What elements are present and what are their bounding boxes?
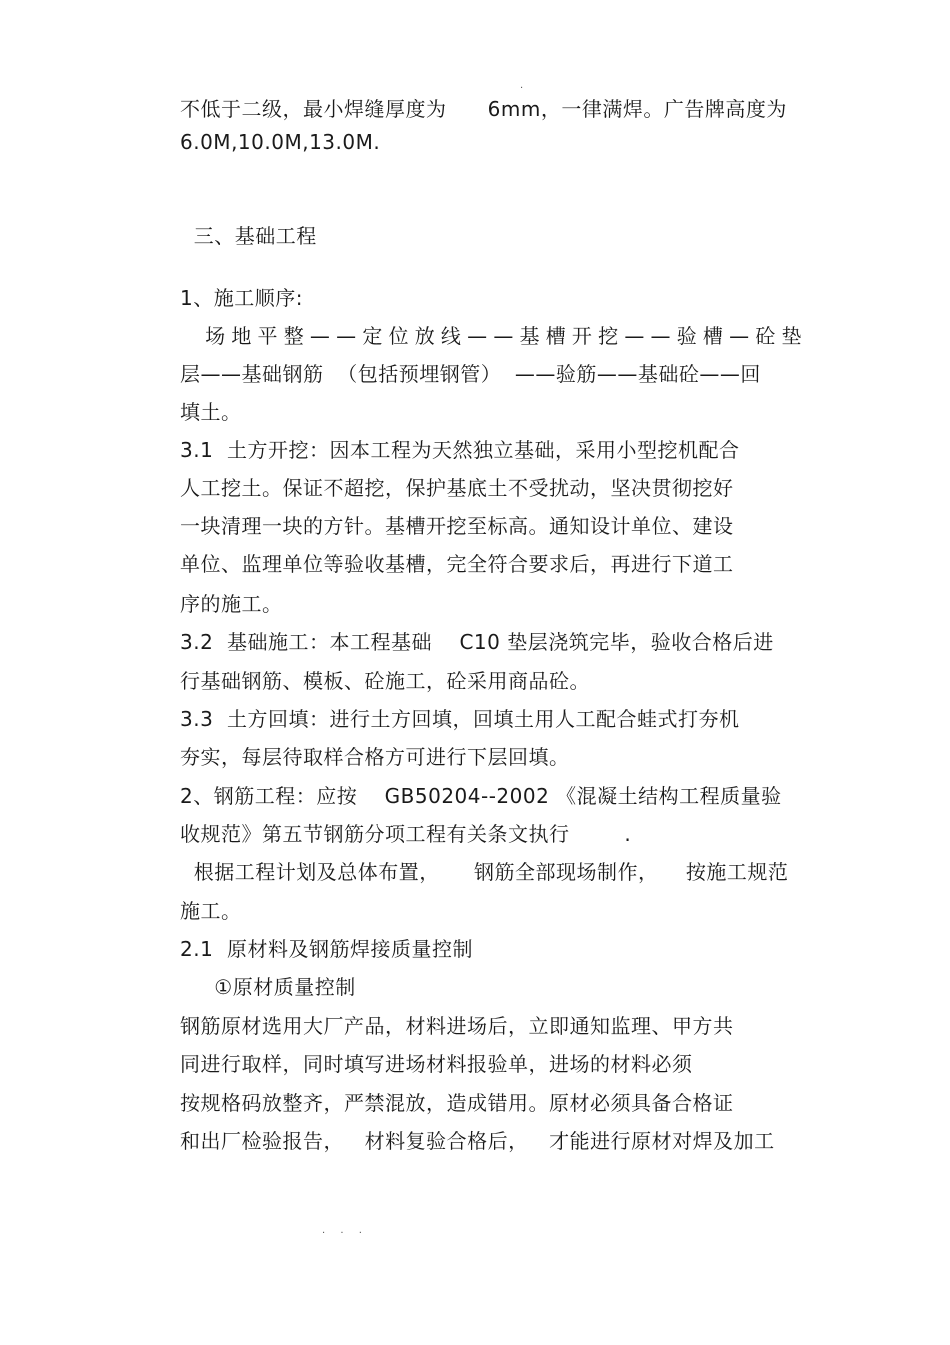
footer-dots: . . . xyxy=(322,1225,368,1236)
text-line: 场地平整——定位放线——基槽开挖——验槽—砼垫 xyxy=(180,324,808,348)
text-line: 钢筋原材选用大厂产品，材料进场后，立即通知监理、甲方共 xyxy=(180,1014,734,1038)
text-line: 填土。 xyxy=(180,400,242,424)
text-line: 按规格码放整齐，严禁混放，造成错用。原材必须具备合格证 xyxy=(180,1091,734,1115)
text-line: 3.3 土方回填：进行土方回填，回填土用人工配合蛙式打夯机 xyxy=(180,707,740,731)
text-line: 行基础钢筋、模板、砼施工，砼采用商品砼。 xyxy=(180,669,590,693)
text-line: 一块清理一块的方针。基槽开挖至标高。通知设计单位、建设 xyxy=(180,514,734,538)
text-line: 6.0M,10.0M,13.0M. xyxy=(180,130,381,154)
subsection-heading: 2.1 原材料及钢筋焊接质量控制 xyxy=(180,937,474,961)
text-line: 层——基础钢筋 （包括预埋钢管） ——验筋——基础砼——回 xyxy=(180,362,761,386)
text-line: 序的施工。 xyxy=(180,592,283,616)
text-line: 不低于二级，最小焊缝厚度为 6mm，一律满焊。广告牌高度为 xyxy=(180,97,787,121)
text-line: 和出厂检验报告， 材料复验合格后， 才能进行原材对焊及加工 xyxy=(180,1129,775,1153)
header-dot: . xyxy=(520,80,524,91)
text-line: 单位、监理单位等验收基槽，完全符合要求后，再进行下道工 xyxy=(180,552,734,576)
text-line: 3.1 土方开挖：因本工程为天然独立基础，采用小型挖机配合 xyxy=(180,438,740,462)
text-line: 施工。 xyxy=(180,899,242,923)
text-line: 收规范》第五节钢筋分项工程有关条文执行 . xyxy=(180,822,632,846)
text-line: 根据工程计划及总体布置， 钢筋全部现场制作， 按施工规范 xyxy=(180,860,789,884)
text-line: 同进行取样，同时填写进场材料报验单，进场的材料必须 xyxy=(180,1052,693,1076)
subsection-heading: 1、施工顺序: xyxy=(180,286,303,310)
section-heading: 三、基础工程 xyxy=(180,224,317,248)
text-line: 夯实，每层待取样合格方可进行下层回填。 xyxy=(180,745,570,769)
subsection-heading: ①原材质量控制 xyxy=(180,975,356,999)
text-line: 人工挖土。保证不超挖，保护基底土不受扰动，坚决贯彻挖好 xyxy=(180,476,734,500)
text-line: 2、钢筋工程：应按 GB50204--2002 《混凝土结构工程质量验 xyxy=(180,784,782,808)
text-line: 3.2 基础施工：本工程基础 C10 垫层浇筑完毕，验收合格后进 xyxy=(180,630,774,654)
